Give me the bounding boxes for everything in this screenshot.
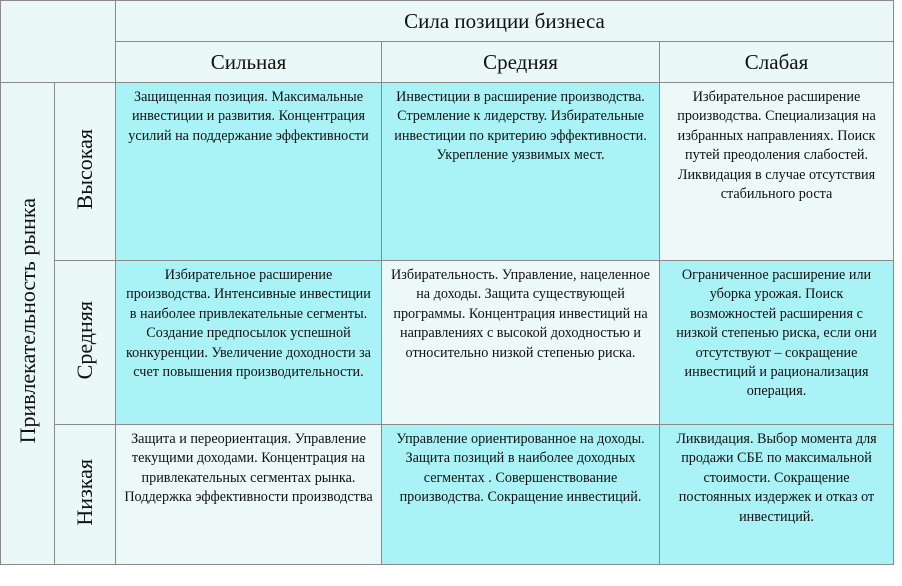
- cell-text: Избирательное расширение производства. Специализация на избранных направлениях. Поиск путей преодоления слабостей. Ликвидация в случае отсутствия стабильного роста: [677, 89, 876, 203]
- cell-text: Защищенная позиция. Максимальные инвестиции и развития. Концентрация усилий на поддержание эффективности: [128, 89, 369, 144]
- cell-text: Избирательность. Управление, нацеленное на доходы. Защита существующей программы. Концентрация инвестиций на направлениях с высокой доходностью и относительно низкой степенью риска.: [391, 267, 650, 361]
- cell-low-weak: [660, 425, 894, 565]
- column-group-title: Сила позиции бизнеса: [116, 1, 894, 42]
- cell-medium-strong: [116, 261, 382, 425]
- cell-high-medium: [382, 83, 660, 261]
- cell-text: Защита и переориентация. Управление текущими доходами. Концентрация на привлекательных сегментах рынка. Поддержка эффективности производства: [124, 431, 373, 506]
- cell-text: Избирательное расширение производства. Интенсивные инвестиции в наиболее привлекательные сегменты. Создание предпосылок успешной конкуренции. Увеличение доходности за счет повышения производительности.: [126, 267, 371, 381]
- row-header-high-text: Высокая: [72, 128, 97, 210]
- cell-high-weak: [660, 83, 894, 261]
- column-header-strong: Сильная: [116, 42, 382, 83]
- row-group-title: [1, 83, 55, 565]
- cell-medium-weak: [660, 261, 894, 425]
- row-header-medium: [55, 261, 116, 425]
- cell-low-medium: [382, 425, 660, 565]
- cell-text: Ограниченное расширение или уборка урожая. Поиск возможностей расширения с низкой степенью риска, если они отсутствуют – сокращение инвестиций и рационализация операция.: [676, 267, 877, 400]
- cell-text: Инвестиции в расширение производства. Стремление к лидерству. Избирательные инвестиции по критерию эффективности. Укрепление уязвимых мест.: [394, 89, 647, 164]
- cell-low-strong: [116, 425, 382, 565]
- corner-blank: [1, 1, 116, 83]
- cell-text: Управление ориентированное на доходы. Защита позиций в наиболее доходных сегментах . Совершенствование производства. Сокращение инвестиций.: [396, 431, 645, 506]
- cell-medium-medium: [382, 261, 660, 425]
- row-group-title-text: Привлекательность рынка: [14, 198, 40, 444]
- row-header-high: [55, 83, 116, 261]
- cell-high-strong: [116, 83, 382, 261]
- cell-text: Ликвидация. Выбор момента для продажи СБЕ по максимальной стоимости. Сокращение постоянных издержек и отказ от инвестиций.: [676, 431, 877, 525]
- row-header-low-text: Низкая: [72, 458, 97, 526]
- row-header-medium-text: Средняя: [72, 300, 97, 380]
- column-header-medium: Средняя: [382, 42, 660, 83]
- column-header-weak: Слабая: [660, 42, 894, 83]
- row-header-low: [55, 425, 116, 565]
